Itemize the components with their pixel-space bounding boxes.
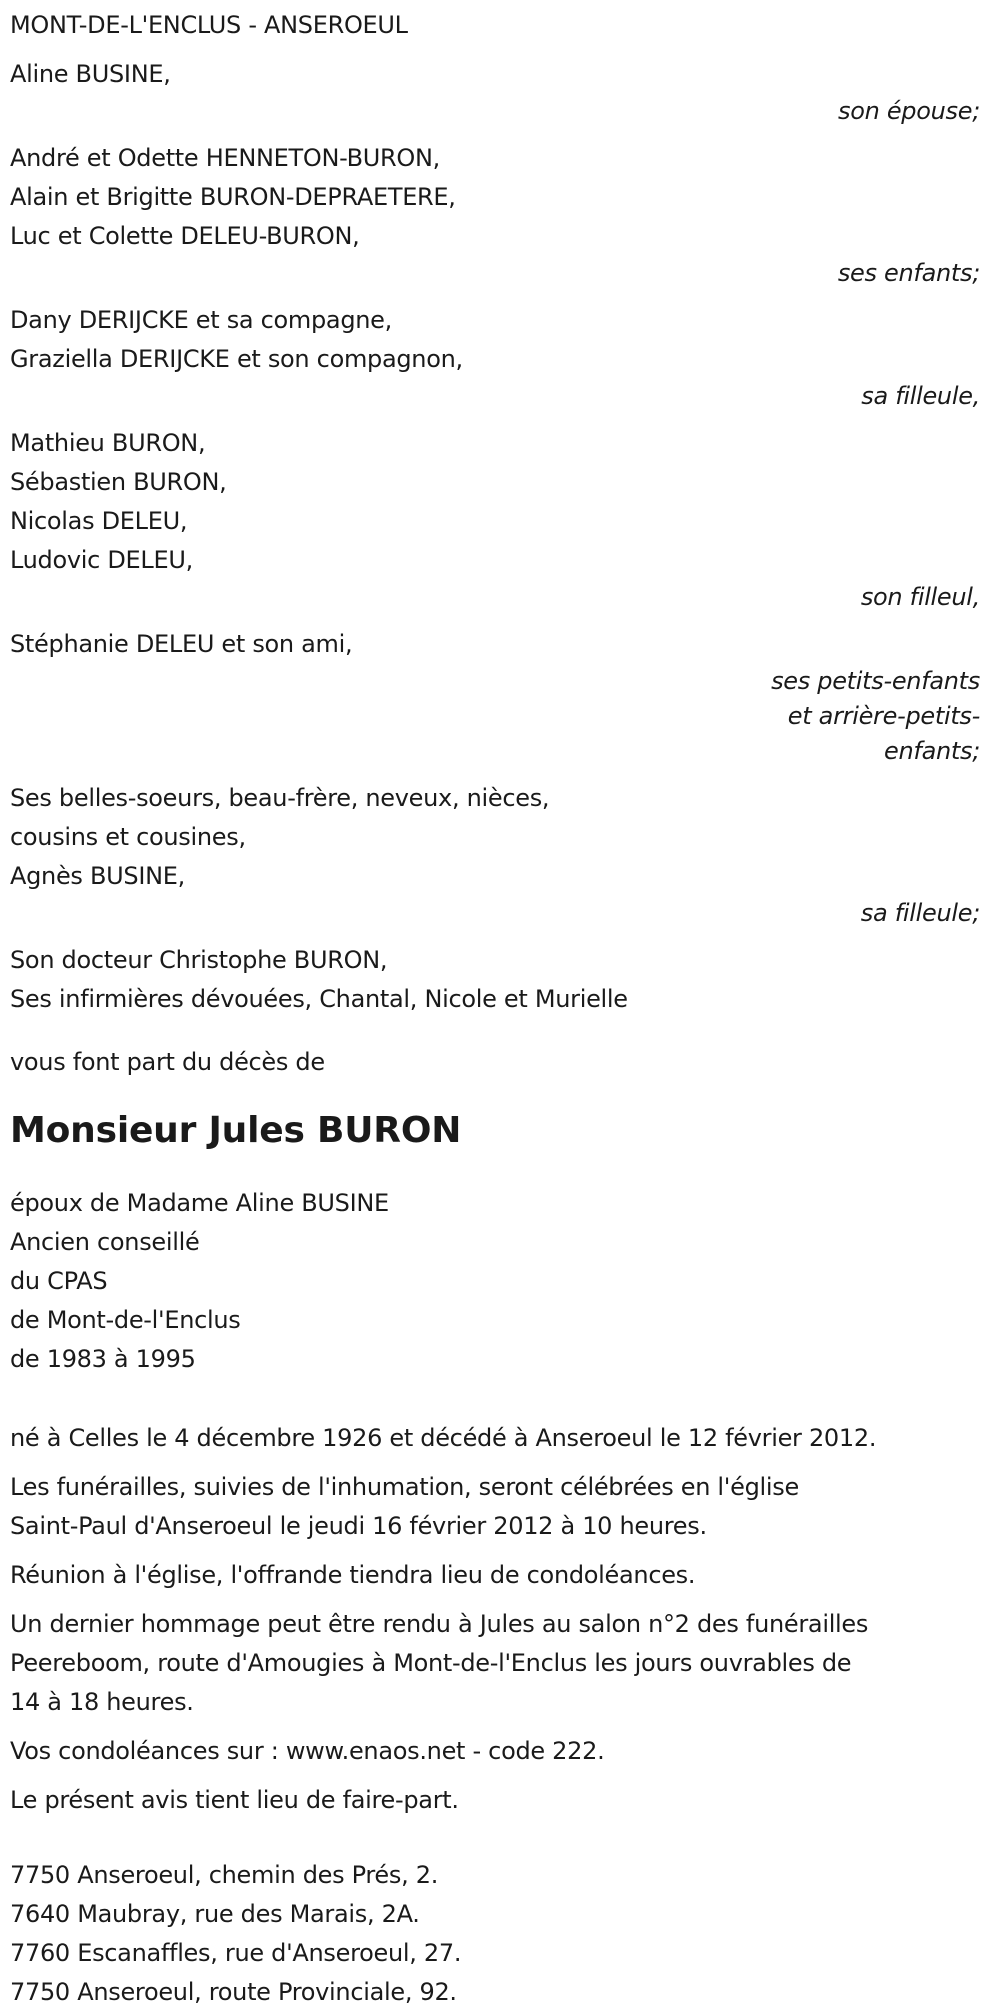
funeral-paragraph <box>10 1468 980 1546</box>
location-header: MONT-DE-L'ENCLUS - ANSEROEUL <box>10 11 408 39</box>
birth-death-paragraph <box>10 1419 980 1458</box>
gathering-paragraph <box>10 1556 980 1595</box>
address-line: 7760 Escanaffles, rue d'Anseroeul, 27. <box>10 1939 462 1967</box>
paragraph-line: Réunion à l'église, l'offrande tiendra lieu de condoléances. <box>10 1561 696 1589</box>
paragraph-line: Le présent avis tient lieu de faire-part. <box>10 1786 459 1814</box>
address-line: 7750 Anseroeul, route Provinciale, 92. <box>10 1978 457 2006</box>
family-name-line: Agnès BUSINE, <box>10 862 185 890</box>
family-name-line: Ses infirmières dévouées, Chantal, Nicole et Murielle <box>10 985 628 1013</box>
family-name-line: Stéphanie DELEU et son ami, <box>10 630 353 658</box>
tribute-paragraph <box>10 1605 980 1722</box>
family-group-extended <box>10 779 990 931</box>
relation-label-line: ses enfants; <box>837 259 980 287</box>
relation-label-line: son filleul, <box>860 583 980 611</box>
family-group-caregivers <box>10 941 990 1019</box>
announcement-text: vous font part du décès de <box>10 1048 325 1076</box>
family-name-line: André et Odette HENNETON-BURON, <box>10 144 440 172</box>
condolences-paragraph <box>10 1732 980 1771</box>
family-name-line: Nicolas DELEU, <box>10 507 188 535</box>
deceased-name: Monsieur Jules BURON <box>10 1110 462 1151</box>
family-name-line: Aline BUSINE, <box>10 60 171 88</box>
relation-label <box>10 580 980 615</box>
paragraph-line: Saint-Paul d'Anseroeul le jeudi 16 février 2012 à 10 heures. <box>10 1512 707 1540</box>
detail-line: de 1983 à 1995 <box>10 1345 196 1373</box>
family-name-line: Luc et Colette DELEU-BURON, <box>10 222 360 250</box>
relation-label-line: enfants; <box>884 737 980 765</box>
family-name-line: Mathieu BURON, <box>10 429 206 457</box>
family-name-line: Dany DERIJCKE et sa compagne, <box>10 306 392 334</box>
paragraph-line: 14 à 18 heures. <box>10 1688 194 1716</box>
relation-label <box>10 896 980 931</box>
relation-label-line: son épouse; <box>838 97 980 125</box>
relation-label <box>10 256 980 291</box>
family-group-godson <box>10 424 990 615</box>
detail-line: du CPAS <box>10 1267 108 1295</box>
family-name-line: Ses belles-soeurs, beau-frère, neveux, nièces, <box>10 784 550 812</box>
family-name-line: Sébastien BURON, <box>10 468 227 496</box>
detail-line: de Mont-de-l'Enclus <box>10 1306 241 1334</box>
family-group-goddaughter <box>10 301 990 414</box>
relation-label <box>10 94 980 129</box>
family-name-line: Son docteur Christophe BURON, <box>10 946 388 974</box>
paragraph-line: Les funérailles, suivies de l'inhumation, seront célébrées en l'église <box>10 1473 799 1501</box>
relation-label-line: sa filleule; <box>860 899 980 927</box>
paragraph-line: né à Celles le 4 décembre 1926 et décédé à Anseroeul le 12 février 2012. <box>10 1424 877 1452</box>
family-name-line: Alain et Brigitte BURON-DEPRAETERE, <box>10 183 456 211</box>
family-group-grandchildren <box>10 625 990 769</box>
family-group-children <box>10 139 990 291</box>
address-line: 7640 Maubray, rue des Marais, 2A. <box>10 1900 420 1928</box>
family-name-line: Graziella DERIJCKE et son compagnon, <box>10 345 463 373</box>
family-group-spouse <box>10 55 990 129</box>
deceased-details <box>10 1184 990 1379</box>
relation-label-line: sa filleule, <box>861 382 980 410</box>
detail-line: époux de Madame Aline BUSINE <box>10 1189 389 1217</box>
paragraph-line: Peereboom, route d'Amougies à Mont-de-l'Enclus les jours ouvrables de <box>10 1649 852 1677</box>
paragraph-line: Vos condoléances sur : www.enaos.net - code 222. <box>10 1737 605 1765</box>
address-line: 7750 Anseroeul, chemin des Prés, 2. <box>10 1861 439 1889</box>
relation-label-line: et arrière-petits- <box>787 702 980 730</box>
relation-label <box>10 664 980 769</box>
notice-paragraph <box>10 1781 980 1820</box>
relation-label-line: ses petits-enfants <box>771 667 980 695</box>
paragraph-line: Un dernier hommage peut être rendu à Jules au salon n°2 des funérailles <box>10 1610 869 1638</box>
family-name-line: cousins et cousines, <box>10 823 246 851</box>
family-addresses <box>10 1856 990 2012</box>
detail-line: Ancien conseillé <box>10 1228 200 1256</box>
family-name-line: Ludovic DELEU, <box>10 546 193 574</box>
relation-label <box>10 379 980 414</box>
